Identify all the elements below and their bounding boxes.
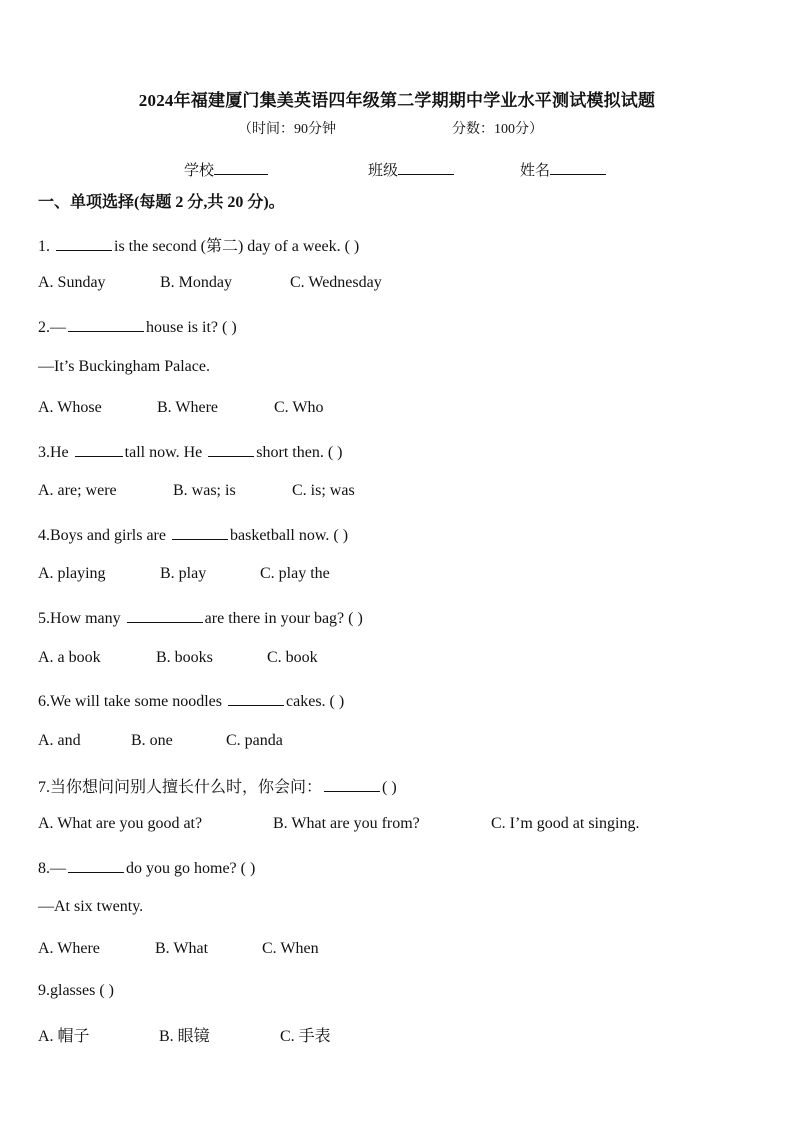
question-text: cakes. ( ) — [286, 693, 345, 710]
school-label: 学校 — [184, 163, 215, 179]
answer-blank[interactable] — [56, 235, 112, 251]
question-2-reply: —It’s Buckingham Palace. — [38, 358, 210, 375]
question-text: tall now. He — [124, 444, 207, 461]
option-b[interactable]: B. one — [131, 732, 173, 749]
answer-blank[interactable] — [172, 524, 228, 540]
answer-blank[interactable] — [68, 857, 124, 873]
question-text: 4.Boys and girls are — [38, 527, 170, 544]
question-text: short then. ( ) — [256, 444, 343, 461]
option-a[interactable]: A. Whose — [38, 399, 102, 416]
option-c[interactable]: C. 手表 — [280, 1028, 331, 1045]
question-text: is the second (第二) day of a week. ( ) — [114, 238, 360, 255]
question-3 — [38, 441, 342, 462]
question-text: 9.glasses ( ) — [38, 982, 114, 999]
option-a[interactable]: A. What are you good at? — [38, 815, 203, 832]
answer-blank[interactable] — [68, 316, 144, 332]
option-c[interactable]: C. is; was — [292, 482, 355, 499]
option-b[interactable]: B. books — [156, 649, 213, 666]
question-text: 6.We will take some noodles — [38, 693, 227, 710]
option-a[interactable]: A. 帽子 — [38, 1028, 90, 1045]
option-a[interactable]: A. playing — [38, 565, 106, 582]
question-text: 3.He — [38, 444, 73, 461]
option-b[interactable]: B. 眼镜 — [159, 1028, 210, 1045]
school-field[interactable] — [184, 159, 268, 180]
question-text: 7.当你想问问别人擅长什么时，你会问： — [38, 779, 323, 796]
class-field[interactable] — [368, 159, 454, 180]
answer-blank[interactable] — [324, 776, 380, 792]
option-b[interactable]: B. What — [155, 940, 209, 957]
name-blank[interactable] — [550, 160, 606, 175]
question-text: do you go home? ( ) — [126, 860, 256, 877]
question-text: 5.How many — [38, 610, 125, 627]
answer-blank[interactable] — [208, 441, 254, 457]
question-9 — [38, 982, 114, 1000]
option-b[interactable]: B. Monday — [160, 274, 232, 291]
option-c[interactable]: C. panda — [226, 732, 283, 749]
question-8-reply: —At six twenty. — [38, 898, 144, 915]
question-text: ( ) — [382, 779, 397, 796]
option-a[interactable]: A. are; were — [38, 482, 117, 499]
section-title: 一、单项选择(每题 2 分,共 20 分)。 — [38, 194, 285, 211]
question-text: 8.— — [38, 860, 66, 877]
option-a[interactable]: A. Where — [38, 940, 100, 957]
question-5 — [38, 607, 363, 628]
option-c[interactable]: C. When — [262, 940, 319, 957]
question-text: are there in your bag? ( ) — [204, 610, 363, 627]
question-1 — [38, 233, 359, 256]
question-text: basketball now. ( ) — [229, 527, 349, 544]
option-c[interactable]: C. play the — [260, 565, 330, 582]
answer-blank[interactable] — [228, 690, 284, 706]
option-a[interactable]: A. a book — [38, 649, 101, 666]
exam-time: （时间：90分钟 — [238, 122, 336, 137]
question-text: 1. — [38, 238, 54, 255]
question-2 — [38, 316, 237, 337]
name-field[interactable] — [520, 159, 606, 180]
class-label: 班级 — [368, 163, 399, 179]
name-label: 姓名 — [520, 163, 551, 179]
class-blank[interactable] — [398, 160, 454, 175]
option-c[interactable]: C. book — [267, 649, 318, 666]
school-blank[interactable] — [214, 160, 268, 175]
option-c[interactable]: C. I’m good at singing. — [491, 815, 640, 832]
option-c[interactable]: C. Who — [274, 399, 324, 416]
option-b[interactable]: B. was; is — [173, 482, 236, 499]
exam-score: 分数：100分） — [452, 122, 543, 137]
question-8 — [38, 857, 255, 878]
option-a[interactable]: A. and — [38, 732, 81, 749]
question-6 — [38, 690, 344, 711]
answer-blank[interactable] — [127, 607, 203, 623]
question-7 — [38, 774, 397, 797]
question-4 — [38, 524, 348, 545]
option-b[interactable]: B. Where — [157, 399, 219, 416]
exam-title: 2024年福建厦门集美英语四年级第二学期期中学业水平测试模拟试题 — [138, 91, 656, 110]
option-b[interactable]: B. What are you from? — [273, 815, 420, 832]
option-b[interactable]: B. play — [160, 565, 207, 582]
question-text: house is it? ( ) — [146, 319, 237, 336]
option-a[interactable]: A. Sunday — [38, 274, 106, 291]
option-c[interactable]: C. Wednesday — [290, 274, 382, 291]
answer-blank[interactable] — [75, 441, 123, 457]
question-text: 2.— — [38, 319, 66, 336]
